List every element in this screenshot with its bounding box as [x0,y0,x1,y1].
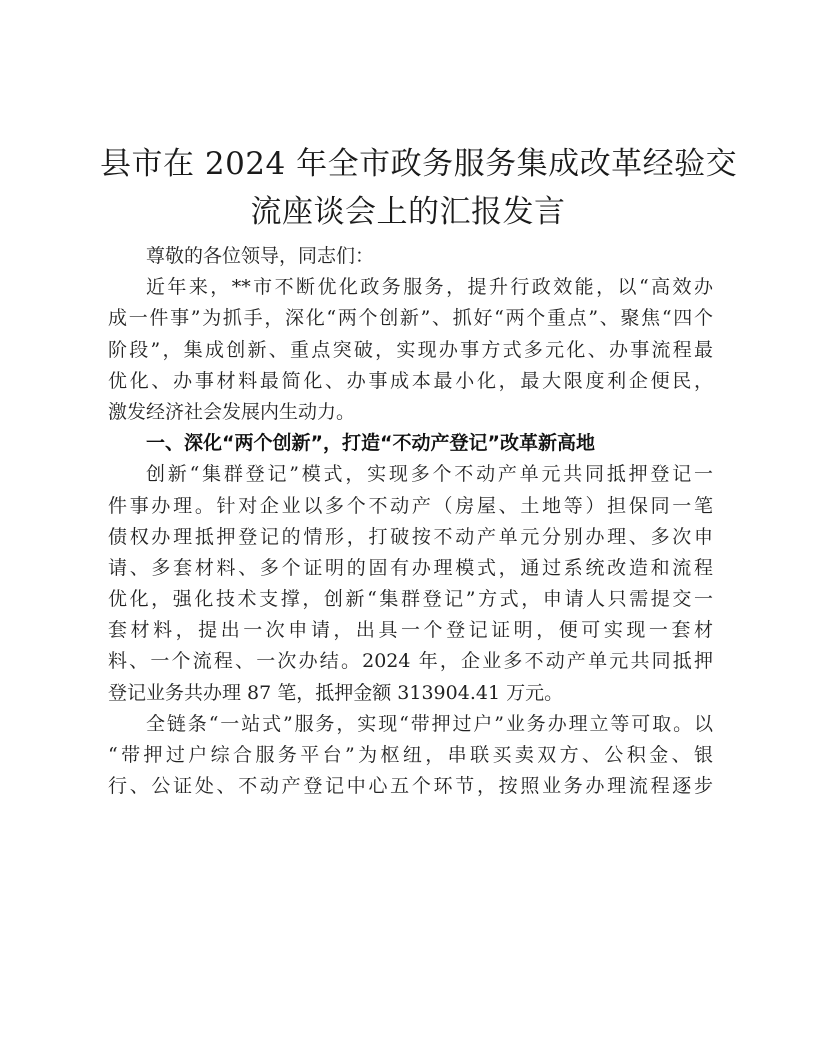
title-line-2: 流座谈会上的汇报发言 [250,194,566,230]
paragraph-cluster-registration [108,459,713,709]
intro-line-4: 优化、办事材料最简化、办事成本最小化，最大限度利企便民， [108,369,713,392]
para1-line-1: 创新“集群登记”模式，实现多个不动产单元共同抵押登记一 [146,463,713,486]
para1-line-8: 登记业务共办理 87 笔，抵押金额 313904.41 万元。 [108,681,564,704]
salutation: 尊敬的各位领导，同志们： [146,245,375,267]
document-body [108,241,713,802]
intro-line-2: 成一件事”为抓手，深化“两个创新”、抓好“两个重点”、聚焦“四个 [108,307,713,330]
para1-line-3: 债权办理抵押登记的情形，打破按不动产单元分别办理、多次申 [108,525,713,548]
intro-paragraph [108,272,713,428]
para1-line-7: 料、一个流程、一次办结。2024 年，企业多不动产单元共同抵押 [108,650,713,673]
section-heading-1: 一、深化“两个创新”，打造“不动产登记”改革新高地 [146,432,595,455]
document-title [100,140,738,236]
title-line-1: 县市在 2024 年全市政务服务集成改革经验交 [100,146,738,182]
para2-line-2: “带押过户综合服务平台”为枢纽，串联买卖双方、公积金、银 [108,744,713,766]
intro-line-5: 激发经济社会发展内生动力。 [108,400,356,423]
intro-line-1: 近年来，**市不断优化政务服务，提升行政效能，以“高效办 [146,276,713,299]
para1-line-4: 请、多套材料、多个证明的固有办理模式，通过系统改造和流程 [108,556,713,579]
para2-line-3: 行、公证处、不动产登记中心五个环节，按照业务办理流程逐步 [108,775,713,798]
para1-line-6: 套材料，提出一次申请，出具一个登记证明，便可实现一套材 [108,619,713,642]
para1-line-2: 件事办理。针对企业以多个不动产（房屋、土地等）担保同一笔 [108,494,713,517]
intro-line-3: 阶段”，集成创新、重点突破，实现办事方式多元化、办事流程最 [108,338,713,361]
para2-line-1: 全链条“一站式”服务，实现“带押过户”业务办理立等可取。以 [146,712,713,735]
para1-line-5: 优化，强化技术支撑，创新“集群登记”方式，申请人只需提交一 [108,588,713,611]
paragraph-one-stop-service [108,709,713,803]
